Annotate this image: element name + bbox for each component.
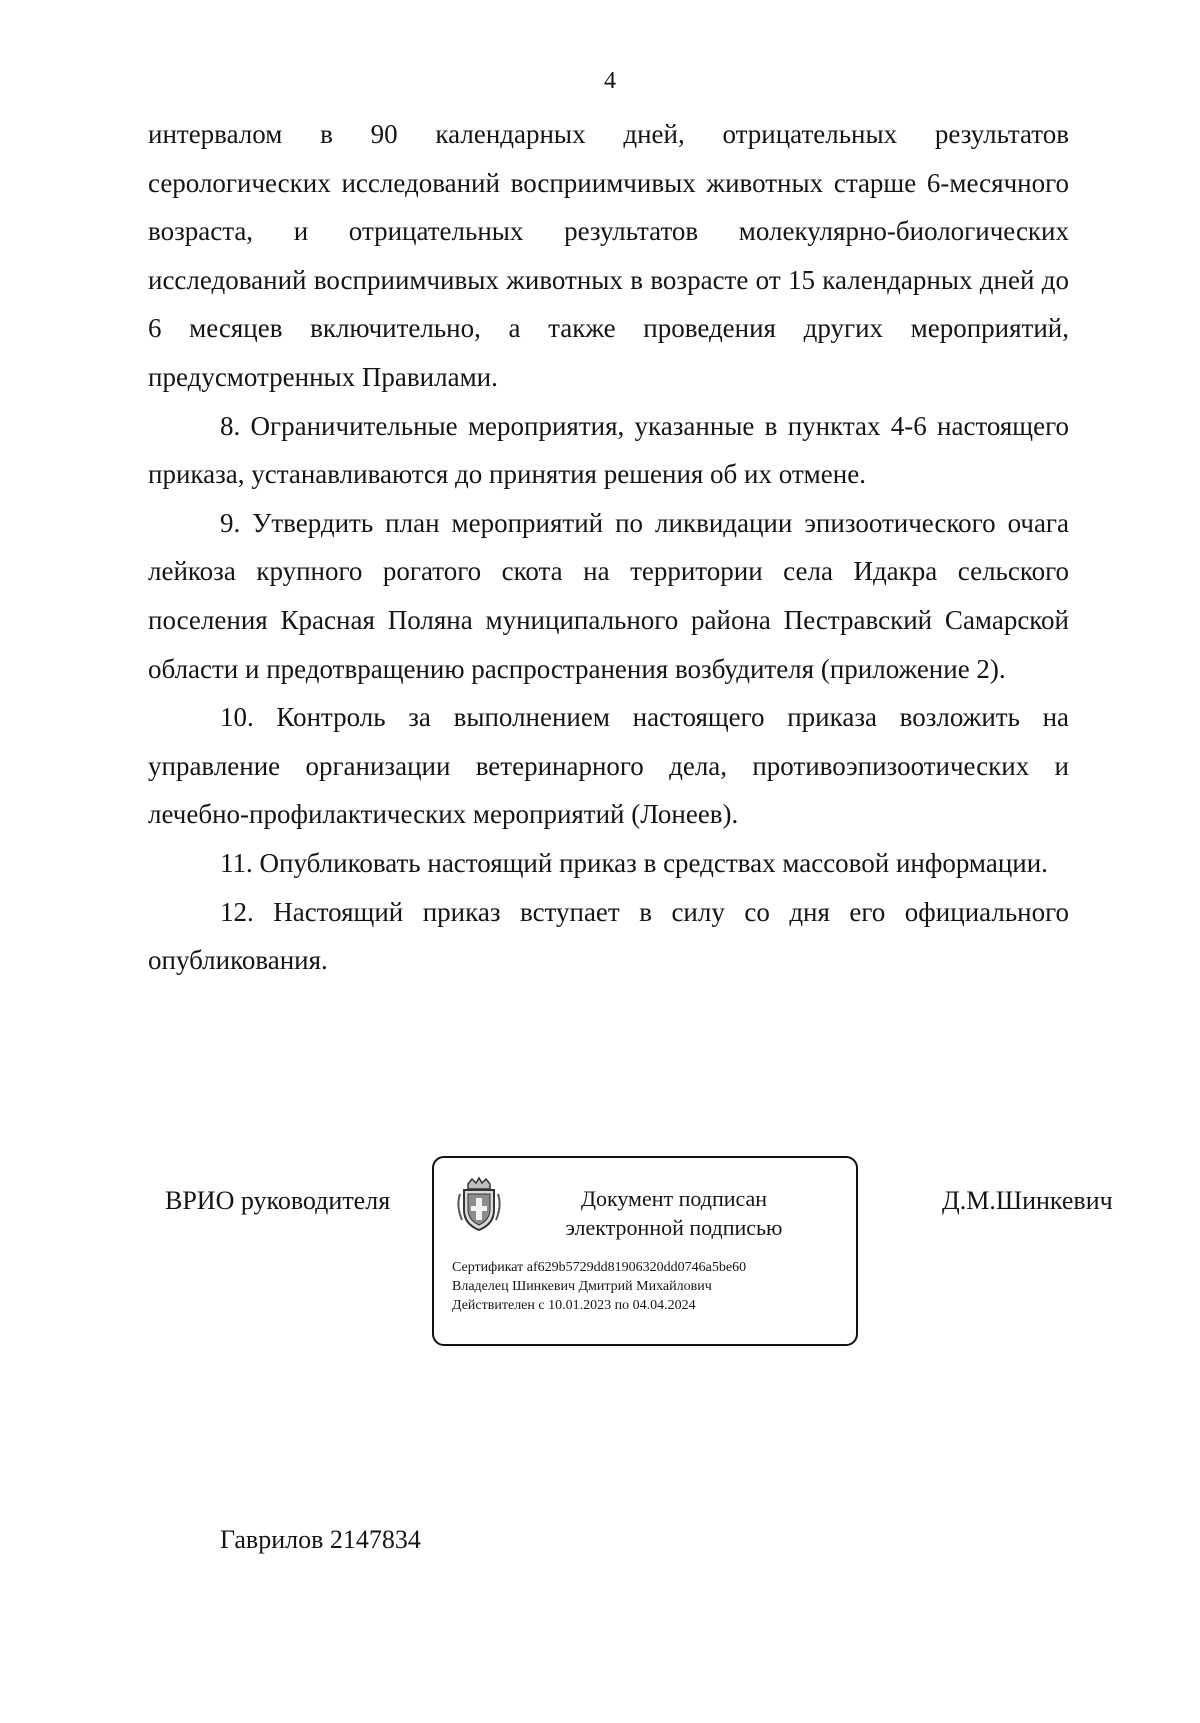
stamp-title-line1: Документ подписан [580, 1186, 768, 1211]
page-number: 4 [604, 68, 616, 94]
stamp-owner: Владелец Шинкевич Дмитрий Михайлович [452, 1279, 712, 1294]
stamp-certificate: Сертификат af629b5729dd81906320dd0746a5be60 [452, 1260, 747, 1275]
paragraph-item-10: 10. Контроль за выполнением настоящего приказа возложить на управление организации ветеринарного дела, противоэпизоотических и лечебно-профилактических мероприятий (Лонеев). [148, 702, 1069, 830]
paragraph-item-9: 9. Утвердить план мероприятий по ликвидации эпизоотического очага лейкоза крупного рогатого скота на территории села Идакра сельского поселения Красная Поляна муниципального района Пестравский Самарской области и предотвращению распространения возбудителя (приложение 2). [148, 507, 1069, 684]
paragraph-continuation: интервалом в 90 календарных дней, отрицательных результатов серологических исследований восприимчивых животных старше 6-месячного возраста, и отрицательных результатов молекулярно-биологических исследований восприимчивых животных в возрасте от 15 календарных дней до 6 месяцев включительно, а также проведения других мероприятий, предусмотренных Правилами. [148, 119, 1069, 392]
order-body [148, 110, 1069, 985]
signer-name: Д.М.Шинкевич [942, 1186, 1113, 1215]
paragraph-item-11: 11. Опубликовать настоящий приказ в средствах массовой информации. [220, 847, 1048, 878]
executor-contact: Гаврилов 2147834 [220, 1525, 421, 1554]
stamp-validity: Действителен с 10.01.2023 по 04.04.2024 [452, 1298, 696, 1313]
paragraph-item-8: 8. Ограничительные мероприятия, указанные в пунктах 4-6 настоящего приказа, устанавливаются до принятия решения об их отмене. [148, 410, 1069, 490]
signer-position: ВРИО руководителя [165, 1186, 391, 1215]
paragraph-item-12: 12. Настоящий приказ вступает в силу со дня его официального опубликования. [148, 896, 1069, 976]
samara-coat-of-arms-icon [454, 1176, 504, 1232]
electronic-signature-stamp [432, 1156, 858, 1346]
stamp-title-line2: электронной подписью [565, 1215, 783, 1240]
